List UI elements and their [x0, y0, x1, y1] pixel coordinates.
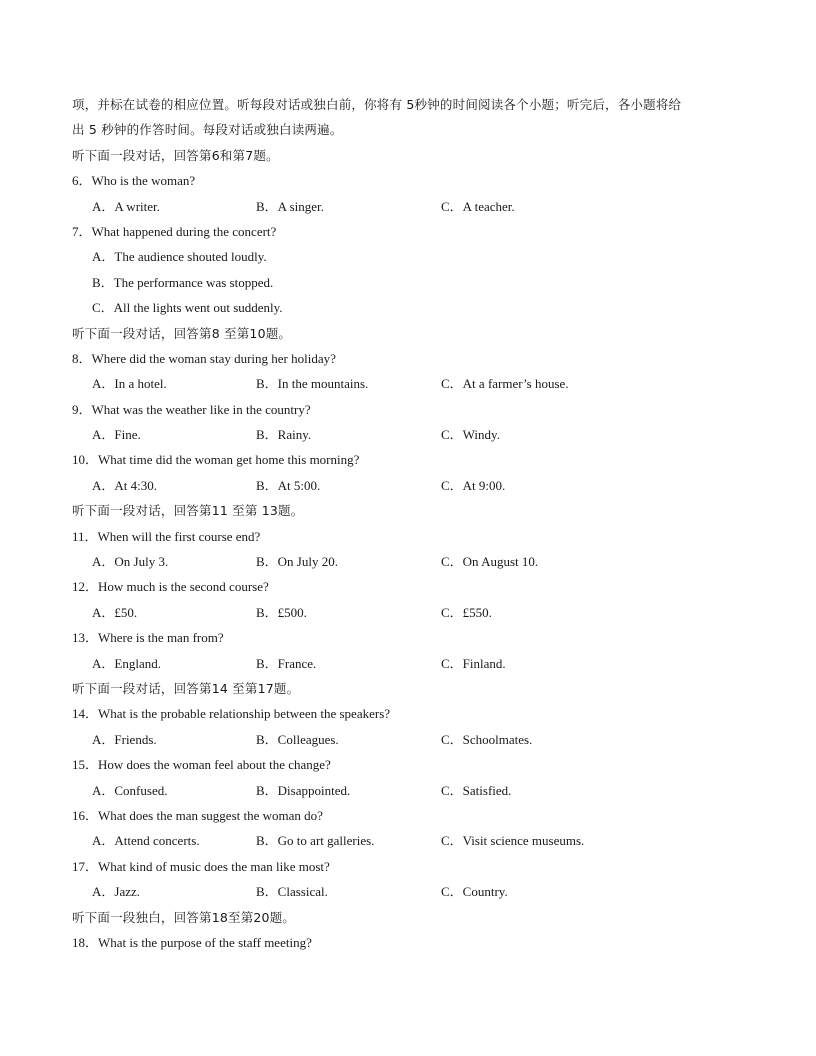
- answer-option-b: B．Disappointed.: [256, 782, 351, 798]
- answer-option-b: B．France.: [256, 655, 317, 671]
- question-stem: 14．What is the probable relationship between the speakers?: [72, 706, 391, 722]
- question-stem: 18．What is the purpose of the staff meeting?: [72, 934, 312, 950]
- instructions-line: 出 5 秒钟的作答时间。每段对话或独白读两遍。: [72, 122, 343, 138]
- answer-option-c: C．On August 10.: [441, 554, 539, 570]
- question-stem: 13．Where is the man from?: [72, 630, 224, 646]
- question-stem: 16．What does the man suggest the woman do?: [72, 807, 323, 823]
- answer-option-c: C．£550.: [441, 604, 492, 620]
- answer-option-b: B．Go to art galleries.: [256, 833, 375, 849]
- answer-option-a: A．On July 3.: [92, 554, 169, 570]
- answer-option-a: A．In a hotel.: [92, 376, 167, 392]
- answer-options-row: [72, 371, 752, 396]
- answer-options-row: [72, 600, 752, 625]
- question-stem: 10．What time did the woman get home this morning?: [72, 452, 360, 468]
- answer-options-row: [72, 549, 752, 574]
- answer-option-b: B．Colleagues.: [256, 731, 339, 747]
- answer-option-a: A．A writer.: [92, 198, 160, 214]
- answer-options-row: [72, 727, 752, 752]
- answer-option-a: A．At 4:30.: [92, 477, 158, 493]
- answer-options-row: [72, 194, 752, 219]
- answer-option-b: B．£500.: [256, 604, 307, 620]
- answer-option: A．The audience shouted loudly.: [92, 249, 267, 265]
- answer-option-c: C．Satisfied.: [441, 782, 512, 798]
- answer-options-row: [72, 651, 752, 676]
- question-stem: 6．Who is the woman?: [72, 173, 196, 189]
- answer-option: B．The performance was stopped.: [92, 274, 274, 290]
- answer-options-row: [72, 778, 752, 803]
- question-stem: 11．When will the first course end?: [72, 528, 261, 544]
- section-heading: 听下面一段独白，回答第18至第20题。: [72, 909, 296, 925]
- question-stem: 7．What happened during the concert?: [72, 223, 277, 239]
- answer-option-b: B．At 5:00.: [256, 477, 321, 493]
- answer-option-a: A．England.: [92, 655, 161, 671]
- answer-option-c: C．Country.: [441, 884, 508, 900]
- answer-option-c: C．Visit science museums.: [441, 833, 585, 849]
- answer-options-row: [72, 828, 752, 853]
- section-heading: 听下面一段对话，回答第6和第7题。: [72, 147, 279, 163]
- answer-option-b: B．A singer.: [256, 198, 324, 214]
- answer-option-a: A．Attend concerts.: [92, 833, 200, 849]
- answer-option-a: A．Friends.: [92, 731, 157, 747]
- answer-option: C．All the lights went out suddenly.: [92, 300, 283, 316]
- answer-option-c: C．At a farmer’s house.: [441, 376, 569, 392]
- question-stem: 15．How does the woman feel about the change?: [72, 757, 331, 773]
- question-stem: 8．Where did the woman stay during her holiday?: [72, 350, 336, 366]
- answer-option-c: C．Windy.: [441, 427, 500, 443]
- answer-option-a: A．Jazz.: [92, 884, 141, 900]
- question-list: [72, 143, 752, 956]
- answer-option-a: A．Confused.: [92, 782, 168, 798]
- answer-option-b: B．In the mountains.: [256, 376, 369, 392]
- answer-option-a: A．Fine.: [92, 427, 141, 443]
- answer-option-c: C．At 9:00.: [441, 477, 506, 493]
- question-stem: 17．What kind of music does the man like most?: [72, 858, 330, 874]
- answer-option-b: B．Rainy.: [256, 427, 312, 443]
- answer-options-row: [72, 422, 752, 447]
- question-stem: 12．How much is the second course?: [72, 579, 269, 595]
- instructions-line: 项，并标在试卷的相应位置。听每段对话或独白前，你将有 5秒钟的时间阅读各个小题；听完后，各小题将给: [72, 97, 682, 112]
- answer-options-row: [72, 879, 752, 904]
- answer-options-row: [72, 473, 752, 498]
- answer-option-c: C．Schoolmates.: [441, 731, 533, 747]
- answer-option-b: B．On July 20.: [256, 554, 338, 570]
- question-stem: 9．What was the weather like in the country?: [72, 401, 311, 417]
- section-heading: 听下面一段对话，回答第14 至第17题。: [72, 680, 300, 696]
- section-heading: 听下面一段对话，回答第11 至第 13题。: [72, 503, 304, 519]
- answer-option-b: B．Classical.: [256, 884, 328, 900]
- answer-option-c: C．Finland.: [441, 655, 506, 671]
- exam-page: [72, 92, 752, 955]
- answer-option-a: A．£50.: [92, 604, 138, 620]
- section-heading: 听下面一段对话，回答第8 至第10题。: [72, 325, 292, 341]
- answer-option-c: C．A teacher.: [441, 198, 515, 214]
